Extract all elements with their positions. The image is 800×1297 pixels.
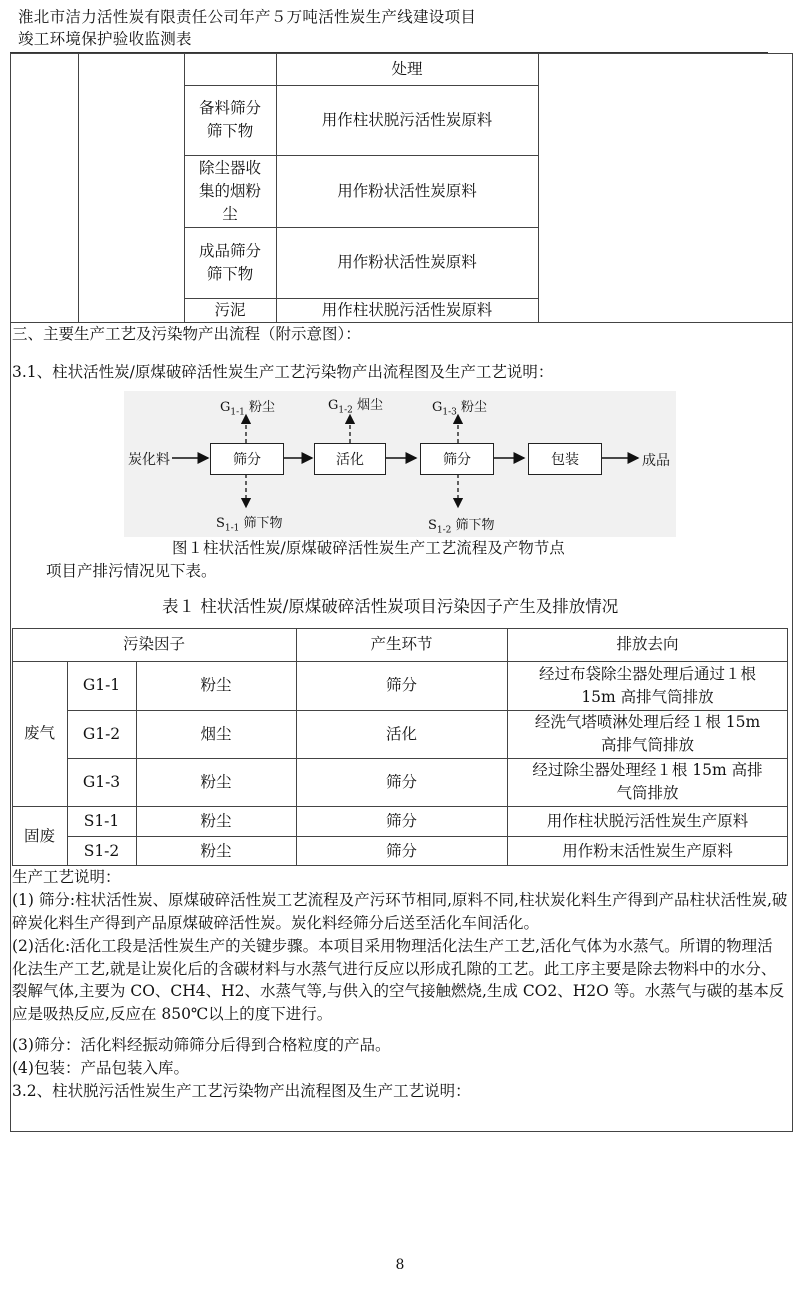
table-cell-treatment: 用作粉状活性炭原料 bbox=[337, 253, 477, 271]
table-1-row-factor: 粉尘 bbox=[200, 772, 232, 791]
flow-step-screening-1: 筛分 bbox=[210, 443, 284, 475]
table-cell-treatment: 用作粉状活性炭原料 bbox=[337, 181, 477, 200]
figure-caption: 图１柱状活性炭/原煤破碎活性炭生产工艺流程及产物节点 bbox=[172, 539, 565, 557]
table-1-row-destination: 经过布袋除尘器处理后通过１根 15m 高排气筒排放 bbox=[538, 664, 756, 706]
table-1-row-code: S1-2 bbox=[83, 841, 120, 860]
table-1-row-factor: 粉尘 bbox=[200, 676, 232, 694]
table-line bbox=[184, 53, 185, 323]
table-1-row-factor: 烟尘 bbox=[200, 724, 232, 743]
table-1-row-code: G1-2 bbox=[82, 724, 121, 743]
process-flowchart bbox=[124, 391, 676, 537]
flow-output-label: 成品 bbox=[642, 453, 670, 469]
table-1-row-link: 筛分 bbox=[385, 811, 417, 830]
table-1-group-solid-waste: 固废 bbox=[23, 826, 55, 845]
process-step-activation: (2)活化:活化工段是活性炭生产的关键步骤。本项目采用物理活化法生产工艺,活化气体为水蒸气。所谓的物理活化法生产工艺,就是让炭化后的含碳材料与水蒸气进行反应以形成孔隙的工艺。此工序主要是除去物料中的水分、裂解气体,主要为 CO、CH4、H2、水蒸气等,与供入的空气接触燃烧,生成 CO2、H2O 等。水蒸气与碳的基本反应是吸热反应,反应在 850℃以上的度下进行。 bbox=[12, 937, 785, 1023]
flow-residue-s1-2: $S_{1-2}$ 筛下物 bbox=[428, 518, 495, 536]
table-1-row-code: G1-3 bbox=[82, 772, 121, 791]
document-header bbox=[18, 6, 476, 50]
table-line bbox=[538, 53, 539, 323]
process-step-screening-2: (3)筛分：活化料经振动筛筛分后得到合格粒度的产品。 bbox=[12, 1036, 391, 1054]
flow-step-activation: 活化 bbox=[314, 443, 386, 475]
table-1-row-factor: 粉尘 bbox=[200, 841, 232, 860]
table-header-treatment: 处理 bbox=[391, 59, 423, 78]
table-cell-item: 污泥 bbox=[214, 300, 246, 319]
flow-emission-g1-1: $G_{1-1}$ 粉尘 bbox=[220, 400, 276, 418]
table-1-title: 表１ 柱状活性炭/原煤破碎活性炭项目污染因子产生及排放情况 bbox=[162, 597, 619, 616]
table-1-group-waste-gas: 废气 bbox=[23, 724, 55, 742]
flow-step-packaging: 包装 bbox=[528, 443, 602, 475]
flow-emission-g1-2: $G_{1-2}$ 烟尘 bbox=[328, 398, 384, 416]
section-3-1-title: 3.1、柱状活性炭/原煤破碎活性炭生产工艺污染物产出流程图及生产工艺说明： bbox=[12, 363, 554, 381]
table-1-row-link: 筛分 bbox=[385, 676, 417, 694]
table-1-row-code: G1-1 bbox=[82, 676, 121, 694]
header-subtitle: 竣工环境保护验收监测表 bbox=[18, 30, 192, 48]
table-1-row-link: 筛分 bbox=[385, 841, 417, 860]
table-1-row-link: 筛分 bbox=[385, 772, 417, 791]
page-number: 8 bbox=[395, 1257, 405, 1273]
table-1-row-destination: 经过除尘器处理经１根 15m 高排 气筒排放 bbox=[532, 761, 763, 802]
section-3-title: 三、主要生产工艺及污染物产出流程（附示意图）： bbox=[12, 325, 361, 343]
flow-step-screening-2: 筛分 bbox=[420, 443, 494, 475]
table-1-header-factor: 污染因子 bbox=[122, 635, 185, 653]
table-1-header-link: 产生环节 bbox=[370, 635, 433, 653]
table-line bbox=[78, 53, 79, 323]
flow-input-label: 炭化料 bbox=[128, 452, 170, 468]
table-cell-treatment: 用作柱状脱污活性炭原料 bbox=[321, 110, 493, 129]
table-cell-treatment: 用作柱状脱污活性炭原料 bbox=[321, 300, 493, 319]
table-1-row-factor: 粉尘 bbox=[200, 811, 232, 830]
table-cell-item: 备料筛分筛下物 bbox=[198, 99, 261, 140]
table-1-header-destination: 排放去向 bbox=[616, 635, 679, 653]
header-title: 淮北市洁力活性炭有限责任公司年产５万吨活性炭生产线建设项目 bbox=[18, 8, 477, 26]
table-1-row-code: S1-1 bbox=[83, 811, 120, 830]
table-1-row-destination: 经洗气塔喷淋处理后经１根 15m 高排气筒排放 bbox=[534, 713, 761, 754]
table-1-row-destination: 用作柱状脱污活性炭生产原料 bbox=[546, 811, 749, 830]
flow-emission-g1-3: $G_{1-3}$ 粉尘 bbox=[432, 400, 488, 418]
process-step-screening: (1) 筛分:柱状活性炭、原煤破碎活性炭工艺流程及产污环节相同,原料不同,柱状炭化料生产得到产品柱状活性炭,破碎炭化料生产得到产品原煤破碎活性炭。炭化料经筛分后送至活化车间活化。 bbox=[12, 891, 788, 932]
process-description-title: 生产工艺说明： bbox=[12, 868, 121, 886]
table-cell-item: 除尘器收集的烟粉尘 bbox=[198, 158, 261, 223]
table-cell-item: 成品筛分筛下物 bbox=[198, 241, 261, 283]
flow-residue-s1-1: $S_{1-1}$ 筛下物 bbox=[216, 516, 283, 534]
table-1-row-destination: 用作粉末活性炭生产原料 bbox=[562, 841, 733, 860]
table-1-row-link: 活化 bbox=[385, 724, 417, 743]
section-3-2-title: 3.2、柱状脱污活性炭生产工艺污染物产出流程图及生产工艺说明： bbox=[12, 1082, 471, 1100]
process-step-packaging: (4)包装：产品包装入库。 bbox=[12, 1059, 189, 1077]
project-note: 项目产排污情况见下表。 bbox=[46, 562, 217, 580]
